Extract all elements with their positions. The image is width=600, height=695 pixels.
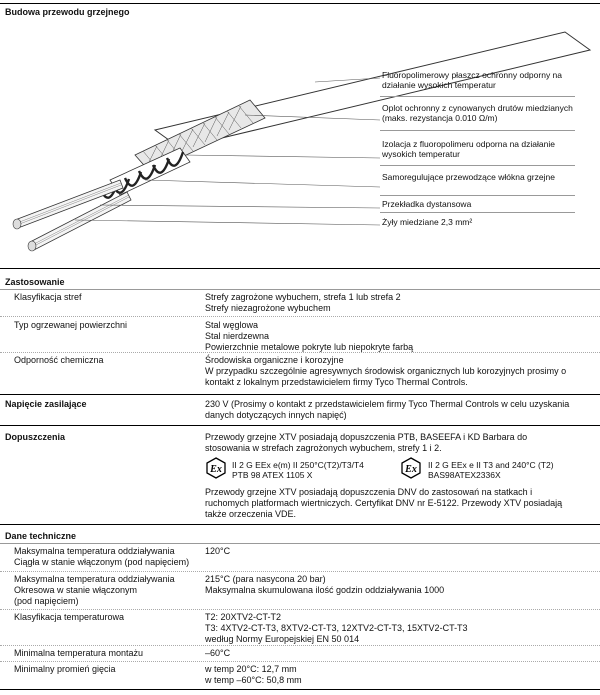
value-line: ruchomych platformach wiertniczych. Certyfikat DNV nr E-5122. Przewody XTV posiadają <box>205 498 563 508</box>
callout-divider <box>380 195 575 196</box>
value-line: II 2 G EEx e II T3 and 240°C (T2) <box>428 460 554 470</box>
tech-row-value <box>205 664 595 686</box>
tech-row-label <box>14 546 199 568</box>
value-line: danych dotyczących innych napięć) <box>205 410 347 420</box>
tech-row-label <box>14 648 199 659</box>
value-line: kontakt z lokalnym przedstawicielem firmy Tyco Thermal Controls. <box>205 377 468 387</box>
value-line: 120°C <box>205 546 231 556</box>
value-line: w temp 20°C: 12,7 mm <box>205 664 297 674</box>
callout-insulation: Izolacja z fluoropolimeru odporna na działanie wysokich temperatur <box>382 139 555 159</box>
tech-row-value <box>205 612 595 645</box>
callout-spacer: Przekładka dystansowa <box>382 199 472 209</box>
app-row-label: Typ ogrzewanej powierzchni <box>14 320 128 330</box>
value-line: Przewody grzejne XTV posiadają dopuszczenia PTB, BASEEFA i KD Barbara do <box>205 432 528 442</box>
row-divider <box>0 661 600 662</box>
ex-cert-2 <box>428 460 554 480</box>
value-line: stosowania w strefach zagrożonych wybuchem, strefy 1 i 2. <box>205 443 442 453</box>
label-line: Klasyfikacja temperaturowa <box>14 612 125 622</box>
value-line: II 2 G EEx e(m) II 250°C(T2)/T3/T4 <box>232 460 364 470</box>
section-rule <box>0 524 600 525</box>
value-line: według Normy Europejskiej EN 50 014 <box>205 634 360 644</box>
row-divider <box>0 645 600 646</box>
value-line: Strefy zagrożone wybuchem, strefa 1 lub strefa 2 <box>205 292 401 302</box>
value-line: T2: 20XTV2-CT-T2 <box>205 612 282 622</box>
tech-row-value <box>205 546 595 557</box>
app-row-value <box>205 355 595 388</box>
ex-hexagon-icon <box>205 457 227 479</box>
technical-title: Dane techniczne <box>5 531 77 541</box>
tech-row-value <box>205 648 595 659</box>
voltage-value <box>205 399 595 421</box>
label-line: Okresowa w stanie włączonym <box>14 585 138 595</box>
value-line: Strefy niezagrożone wybuchem <box>205 303 331 313</box>
app-row-label: Odporność chemiczna <box>14 355 104 365</box>
value-line: Stal nierdzewna <box>205 331 270 341</box>
app-row-label: Klasyfikacja stref <box>14 292 82 302</box>
value-line: Przewody grzejne XTV posiadają dopuszczenia DNV do zastosowań na statkach i <box>205 487 533 497</box>
value-line: 215°C (para nasycona 20 bar) <box>205 574 326 584</box>
value-line: T3: 4XTV2-CT-T3, 8XTV2-CT-T3, 12XTV2-CT-T3, 15XTV2-CT-T3 <box>205 623 468 633</box>
callout-conductors: Żyły miedziane 2,3 mm² <box>382 217 473 227</box>
top-rule <box>0 3 600 4</box>
value-line: PTB 98 ATEX 1105 X <box>232 470 313 480</box>
ex-hexagon-icon <box>400 457 422 479</box>
label-line: Maksymalna temperatura oddziaływania <box>14 574 175 584</box>
value-line: w temp –60°C: 50,8 mm <box>205 675 302 685</box>
section-rule <box>0 268 600 269</box>
voltage-title: Napięcie zasilające <box>5 399 87 409</box>
row-divider <box>0 316 600 317</box>
label-line: Ciągła w stanie włączonym (pod napięciem) <box>14 557 190 567</box>
app-row-value <box>205 292 595 314</box>
callout-jacket: Fluoropolimerowy płaszcz ochronny odporny na działanie wysokich temperatur <box>382 70 563 90</box>
value-line: Środowiska organiczne i korozyjne <box>205 355 344 365</box>
value-line: –60°C <box>205 648 231 658</box>
value-line: także orzeczenia VDE. <box>205 509 297 519</box>
section-subrule <box>0 289 600 290</box>
callout-divider <box>380 130 575 131</box>
svg-text:Ex: Ex <box>210 464 222 475</box>
approvals-intro <box>205 432 595 454</box>
section-subrule <box>0 543 600 544</box>
callout-braid: Oplot ochronny z cynowanych drutów miedzianych (maks. rezystancja 0.010 Ω/m) <box>382 103 573 123</box>
application-title: Zastosowanie <box>5 277 65 287</box>
callout-divider <box>380 212 575 213</box>
label-line: Minimalny promień gięcia <box>14 664 116 674</box>
label-line: Maksymalna temperatura oddziaływania <box>14 546 175 556</box>
value-line: BAS98ATEX2336X <box>428 470 501 480</box>
callout-divider <box>380 96 575 97</box>
row-divider <box>0 571 600 572</box>
section-rule <box>0 394 600 395</box>
tech-row-label <box>14 612 199 623</box>
ex-cert-1 <box>232 460 364 480</box>
svg-text:Ex: Ex <box>405 464 417 475</box>
section-rule <box>0 425 600 426</box>
value-line: Maksymalna skumulowana ilość godzin oddziaływania 1000 <box>205 585 445 595</box>
value-line: Stal węglowa <box>205 320 259 330</box>
tech-row-label <box>14 664 199 675</box>
app-row-value <box>205 320 595 353</box>
approvals-title: Dopuszczenia <box>5 432 66 442</box>
tech-row-label <box>14 574 199 607</box>
value-line: W przypadku szczególnie agresywnych środowisk organicznych lub korozyjnych prosimy o <box>205 366 567 376</box>
callout-divider <box>380 165 575 166</box>
tech-row-value <box>205 574 595 596</box>
approvals-dnv <box>205 487 595 520</box>
callout-fibers: Samoregulujące przewodzące włókna grzejne <box>382 172 555 182</box>
label-line: (pod napięciem) <box>14 596 79 606</box>
row-divider <box>0 352 600 353</box>
row-divider <box>0 609 600 610</box>
value-line: 230 V (Prosimy o kontakt z przedstawicielem firmy Tyco Thermal Controls w celu uzyskania <box>205 399 570 409</box>
bottom-rule <box>0 689 600 690</box>
label-line: Minimalna temperatura montażu <box>14 648 144 658</box>
value-line: Powierzchnie metalowe pokryte lub niepokryte farbą <box>205 342 414 352</box>
construction-title: Budowa przewodu grzejnego <box>5 7 130 17</box>
